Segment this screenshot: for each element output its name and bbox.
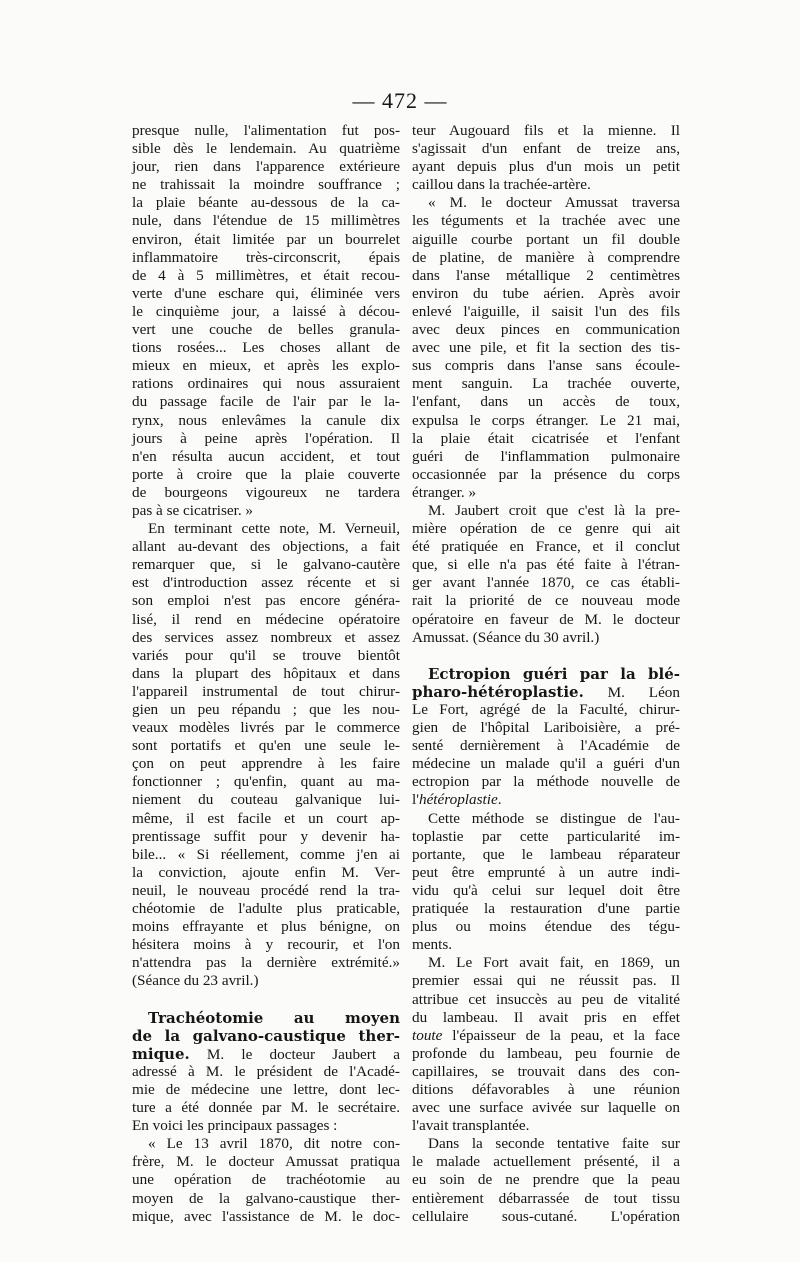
line-text: occasionnée par la présence du corps [412, 465, 680, 483]
text-line [412, 1063, 680, 1081]
text-line [412, 466, 680, 484]
text-line [412, 864, 680, 882]
line-text: l'avait transplantée. [412, 1117, 530, 1135]
text-line [132, 1117, 400, 1135]
line-text: En voici les principaux passages : [132, 1117, 338, 1135]
line-text: eu soin de ne prendre que la peau [412, 1171, 680, 1189]
text-line [412, 303, 680, 321]
heading-text: pharo-hétéroplastie. [412, 682, 584, 701]
line-text: inflammatoire très-circonscrit, épais [132, 248, 400, 266]
line-text: presque nulle, l'alimentation fut pos- [132, 122, 400, 139]
line-text: mière opération de ce genre qui ait [412, 520, 680, 538]
line-text: pratiquée la restauration d'une partie [412, 900, 680, 918]
line-text: l' [412, 791, 419, 809]
text-line [132, 194, 400, 212]
text-line [412, 357, 680, 375]
line-text: son emploi n'est pas encore généra- [132, 592, 400, 610]
text-line [132, 267, 400, 285]
line-text: ectropion par la méthode nouvelle de [412, 773, 680, 791]
line-text: Amussat. (Séance du 30 avril.) [412, 628, 600, 646]
line-text: tions rosées... Les choses allant de [132, 339, 400, 357]
text-line [132, 1208, 400, 1226]
line-text: plus ou moins étendue des tégu- [412, 918, 680, 936]
line-text: vert une couche de belles granula- [132, 321, 400, 339]
line-text: jour, rien dans l'apparence extérieure [132, 158, 400, 176]
text-line [412, 592, 680, 610]
line-text: capillaires, se trouvait dans des con- [412, 1062, 680, 1080]
line-text: mique, avec l'assistance de M. le doc- [132, 1207, 400, 1225]
line-text: Le Fort, agrégé de la Faculté, chirur- [412, 701, 680, 718]
text-line [132, 303, 400, 321]
text-line [132, 737, 400, 755]
text-line [132, 846, 400, 864]
line-text: même, il est facile et un court ap- [132, 809, 400, 827]
line-text: sus compris dans l'anse sans écoule- [412, 357, 680, 375]
text-line [412, 773, 680, 791]
text-line [412, 176, 680, 194]
section-heading-line [412, 665, 680, 683]
line-text: été pratiquée en France, et il conclut [412, 538, 680, 556]
line-text: gien un peu répandu ; que les nou- [132, 701, 400, 718]
line-text: dans l'anse métallique 2 centimètres [412, 266, 680, 284]
line-text: fonctionner ; qu'enfin, quant au ma- [132, 773, 400, 791]
line-text-tail: . [497, 791, 502, 809]
line-text: rait la priorité de ce nouveau mode [412, 592, 680, 610]
text-line [412, 484, 680, 502]
text-line [132, 1190, 400, 1208]
line-text: de 4 à 5 millimètres, et était recou- [132, 266, 400, 284]
line-text: mieux en mieux, et après les explo- [132, 357, 400, 375]
line-text: rations ordinaires qui nous assuraient [132, 375, 400, 393]
line-text: cellulaire sous-cutané. L'opération [412, 1207, 680, 1225]
line-text: porte à croire que la plaie couverte [132, 465, 400, 483]
line-text: ne trahissait la moindre souffrance ; [132, 176, 400, 194]
line-text: mie de médecine une lettre, dont lec- [132, 1080, 400, 1098]
line-text: médecine un malade qu'il a guéri d'un [412, 755, 680, 773]
text-line [132, 1171, 400, 1189]
text-line [132, 1081, 400, 1099]
line-text: la conviction, ajoute enfin M. Ver- [132, 863, 400, 881]
line-text: le malade actuellement présenté, il a [412, 1153, 680, 1171]
text-line [412, 1099, 680, 1117]
text-line [412, 936, 680, 954]
line-text: senté dernièrement à l'Académie de [412, 737, 680, 755]
line-text: Cette méthode se distingue de l'au- [428, 809, 680, 827]
italic-text: toute [412, 1026, 443, 1044]
text-line [412, 194, 680, 212]
text-line [412, 882, 680, 900]
line-text: ger avant l'année 1870, ce cas établi- [412, 574, 680, 592]
line-text: avec une surface avivée sur laquelle on [412, 1099, 680, 1117]
line-text: enlevé l'aiguille, il saisit l'un des fils [412, 302, 680, 320]
line-text: des services assez nombreux et assez [132, 628, 400, 646]
text-line [132, 430, 400, 448]
text-line [132, 701, 400, 719]
text-line [412, 918, 680, 936]
line-text: portante, que le lambeau réparateur [412, 845, 680, 863]
heading-text: de la galvano-caustique ther- [132, 1026, 400, 1045]
line-text: nule, dans l'étendue de 15 millimètres [132, 212, 400, 230]
line-text: Dans la seconde tentative faite sur [428, 1135, 680, 1153]
line-text: ture a été donnée par M. le secrétaire. [132, 1099, 400, 1117]
line-text: environ du tube aérien. Après avoir [412, 284, 680, 302]
text-line [412, 719, 680, 737]
text-line [412, 1190, 680, 1208]
line-text: la plaie était cicatrisée et l'enfant [412, 429, 680, 447]
line-text: l'enfant, dans un accès de toux, [412, 393, 680, 411]
line-text: toplastie par cette particularité im- [412, 827, 680, 845]
text-line [412, 285, 680, 303]
text-line [412, 810, 680, 828]
text-line [412, 1208, 680, 1226]
right-column [412, 122, 680, 1226]
line-text: neuil, le nouveau procédé rend la tra- [132, 881, 400, 899]
line-text: peut être emprunté à un autre indi- [412, 863, 680, 881]
text-line [132, 520, 400, 538]
line-text: M. Le Fort avait fait, en 1869, un [428, 954, 680, 972]
line-text: prentissage suffit pour y devenir ha- [132, 827, 400, 845]
text-line [412, 1009, 680, 1027]
text-line [412, 412, 680, 430]
text-line [412, 249, 680, 267]
text-line [412, 212, 680, 230]
blank-line [132, 991, 400, 1009]
text-line [132, 502, 400, 520]
text-line [412, 574, 680, 592]
text-line [132, 249, 400, 267]
line-text: n'attendra pas la dernière extrémité.» [132, 954, 400, 972]
text-line [412, 900, 680, 918]
line-text: caillou dans la trachée-artère. [412, 176, 591, 194]
text-line [132, 122, 400, 140]
text-line [412, 755, 680, 773]
line-text: allant au-devant des objections, a fait [132, 538, 400, 556]
text-line [412, 1135, 680, 1153]
text-line [132, 828, 400, 846]
text-line [132, 321, 400, 339]
line-text: rynx, nous enlevâmes la canule dix [132, 411, 400, 429]
italic-text: hétéroplastie [418, 791, 498, 809]
text-line [412, 502, 680, 520]
line-text: adressé à M. le président de l'Acadé- [132, 1062, 400, 1080]
text-line [132, 357, 400, 375]
text-line [412, 737, 680, 755]
text-line [412, 791, 680, 809]
text-line [132, 592, 400, 610]
line-text: profonde du lambeau, peu fournie de [412, 1044, 680, 1062]
line-text-tail: M. Léon [583, 683, 680, 701]
text-line [132, 538, 400, 556]
text-line [132, 791, 400, 809]
text-line [132, 574, 400, 592]
section-heading-line [412, 683, 680, 701]
text-line [412, 556, 680, 574]
line-text: que, si elle n'a pas été faite à l'étran- [412, 556, 680, 574]
line-text: une opération de trachéotomie au [132, 1171, 400, 1189]
text-line [132, 466, 400, 484]
line-text: bile... « Si réellement, comme j'en ai [132, 845, 400, 863]
text-line [132, 339, 400, 357]
line-text: étranger. » [412, 483, 477, 501]
text-line [412, 158, 680, 176]
text-line [132, 665, 400, 683]
line-text: ayant depuis plus d'un mois un petit [412, 158, 680, 176]
text-line [132, 393, 400, 411]
text-line [132, 972, 400, 990]
line-text: expulsa le corps étranger. Le 21 mai, [412, 411, 680, 429]
line-text: verte d'une eschare qui, éliminée vers [132, 284, 400, 302]
line-text: entièrement débarrassée de tout tissu [412, 1189, 680, 1207]
line-text: s'agissait d'un enfant de treize ans, [412, 140, 680, 158]
line-text: lisé, il rend en médecine opératoire [132, 610, 400, 628]
line-text: les téguments et la trachée avec une [412, 212, 680, 230]
line-text: dans la plupart des hôpitaux et dans [132, 664, 400, 682]
line-text: ments. [412, 936, 453, 954]
line-text: du passage facile de l'air par le la- [132, 393, 400, 411]
text-line [132, 882, 400, 900]
text-line [412, 339, 680, 357]
text-line [132, 954, 400, 972]
text-line [412, 701, 680, 719]
line-text: est d'introduction assez récente et si [132, 574, 400, 592]
text-line [412, 393, 680, 411]
page-number: — 472 — [352, 88, 448, 113]
text-line [412, 846, 680, 864]
line-text: opératoire en faveur de M. le docteur [412, 610, 680, 628]
text-line [412, 267, 680, 285]
text-line [132, 755, 400, 773]
text-line [132, 611, 400, 629]
text-line [132, 918, 400, 936]
text-line [412, 611, 680, 629]
line-text: attribue cet insuccès au peu de vitalité [412, 990, 680, 1008]
line-text: (Séance du 23 avril.) [132, 972, 259, 990]
text-line [412, 1045, 680, 1063]
line-text: veaux modèles livrés par le commerce [132, 719, 400, 737]
line-text-tail: l'épaisseur de la peau, et la face [442, 1026, 680, 1044]
text-line [412, 1027, 680, 1045]
line-text: environ, était limitée par un bourrelet [132, 230, 400, 248]
line-text-tail: M. le docteur Jaubert a [189, 1045, 400, 1063]
text-line [132, 719, 400, 737]
text-line [132, 556, 400, 574]
heading-text: Trachéotomie au moyen [148, 1008, 400, 1027]
line-text: de platine, de manière à comprendre [412, 248, 680, 266]
left-column [132, 122, 400, 1226]
line-text: n'en résulta aucun accident, et tout [132, 447, 400, 465]
text-line [132, 140, 400, 158]
text-line [412, 122, 680, 140]
text-line [132, 936, 400, 954]
text-line [132, 629, 400, 647]
line-text: jours à peine après l'opération. Il [132, 429, 400, 447]
line-text: variés pour qu'il se trouve bientôt [132, 646, 400, 664]
text-line [132, 285, 400, 303]
line-text: frère, M. le docteur Amussat pratiqua [132, 1153, 400, 1171]
text-line [412, 629, 680, 647]
section-heading-line [132, 1045, 400, 1063]
line-text: chéotomie de l'adulte plus praticable, [132, 900, 400, 918]
line-text: de bourgeons vigoureux ne tardera [132, 483, 400, 501]
text-line [412, 991, 680, 1009]
heading-text: Ectropion guéri par la blé- [428, 664, 680, 683]
line-text: avec deux pinces en communication [412, 321, 680, 339]
line-text: « M. le docteur Amussat traversa [428, 194, 680, 212]
text-line [412, 140, 680, 158]
text-line [132, 810, 400, 828]
text-line [412, 972, 680, 990]
text-line [132, 176, 400, 194]
line-text: premier essai qui ne réussit pas. Il [412, 972, 680, 990]
line-text: moins effrayante et plus bénigne, on [132, 918, 400, 936]
text-line [132, 231, 400, 249]
line-text: çon on peut apprendre à les faire [132, 755, 400, 773]
blank-line [412, 647, 680, 665]
text-line [412, 954, 680, 972]
text-line [132, 1153, 400, 1171]
text-line [412, 520, 680, 538]
text-line [412, 375, 680, 393]
text-line [132, 375, 400, 393]
line-text: En terminant cette note, M. Verneuil, [148, 520, 400, 538]
heading-text: mique. [132, 1044, 190, 1063]
text-line [132, 158, 400, 176]
line-text: hésitera moins à y recourir, et l'on [132, 936, 400, 954]
text-line [412, 321, 680, 339]
line-text: la plaie béante au-dessous de la ca- [132, 194, 400, 212]
line-text: niement du couteau galvanique lui- [132, 791, 400, 809]
text-line [412, 448, 680, 466]
text-line [132, 448, 400, 466]
text-line [412, 1117, 680, 1135]
line-text: l'appareil instrumental de tout chirur- [132, 682, 400, 700]
text-line [132, 683, 400, 701]
line-text: ditions défavorables à une réunion [412, 1080, 680, 1098]
text-line [132, 1135, 400, 1153]
text-line [132, 773, 400, 791]
line-text: gien de l'hôpital Lariboisière, a pré- [412, 719, 680, 737]
text-line [412, 828, 680, 846]
text-line [412, 1153, 680, 1171]
line-text: sont portatifs et qu'en une seule le- [132, 737, 400, 755]
line-text: avec une pile, et fit la section des tis- [412, 339, 680, 357]
line-text: remarquer que, si le galvano-cautère [132, 556, 400, 574]
line-text: guéri de l'inflammation pulmonaire [412, 447, 680, 465]
text-line [132, 900, 400, 918]
text-line [412, 430, 680, 448]
line-text: moyen de la galvano-caustique ther- [132, 1189, 400, 1207]
line-text: sible dès le lendemain. Au quatrième [132, 140, 400, 158]
line-text: vidu qu'à celui sur lequel doit être [412, 881, 680, 899]
section-heading-line [132, 1027, 400, 1045]
line-text: aiguille courbe portant un fil double [412, 230, 680, 248]
text-line [132, 1099, 400, 1117]
line-text: M. Jaubert croit que c'est là la pre- [428, 501, 680, 519]
text-line [132, 212, 400, 230]
text-line [412, 1081, 680, 1099]
text-line [132, 864, 400, 882]
section-heading-line [132, 1009, 400, 1027]
line-text: ment sanguin. La trachée ouverte, [412, 375, 680, 393]
text-line [412, 538, 680, 556]
text-line [132, 484, 400, 502]
text-line [132, 647, 400, 665]
text-line [412, 231, 680, 249]
text-line [412, 1171, 680, 1189]
line-text: pas à se cicatriser. » [132, 501, 254, 519]
line-text: le cinquième jour, a laissé à décou- [132, 302, 400, 320]
text-line [132, 1063, 400, 1081]
line-text: du lambeau. Il avait pris en effet [412, 1008, 680, 1026]
line-text: « Le 13 avril 1870, dit notre con- [148, 1135, 400, 1153]
text-line [132, 412, 400, 430]
line-text: teur Augouard fils et la mienne. Il [412, 122, 680, 139]
